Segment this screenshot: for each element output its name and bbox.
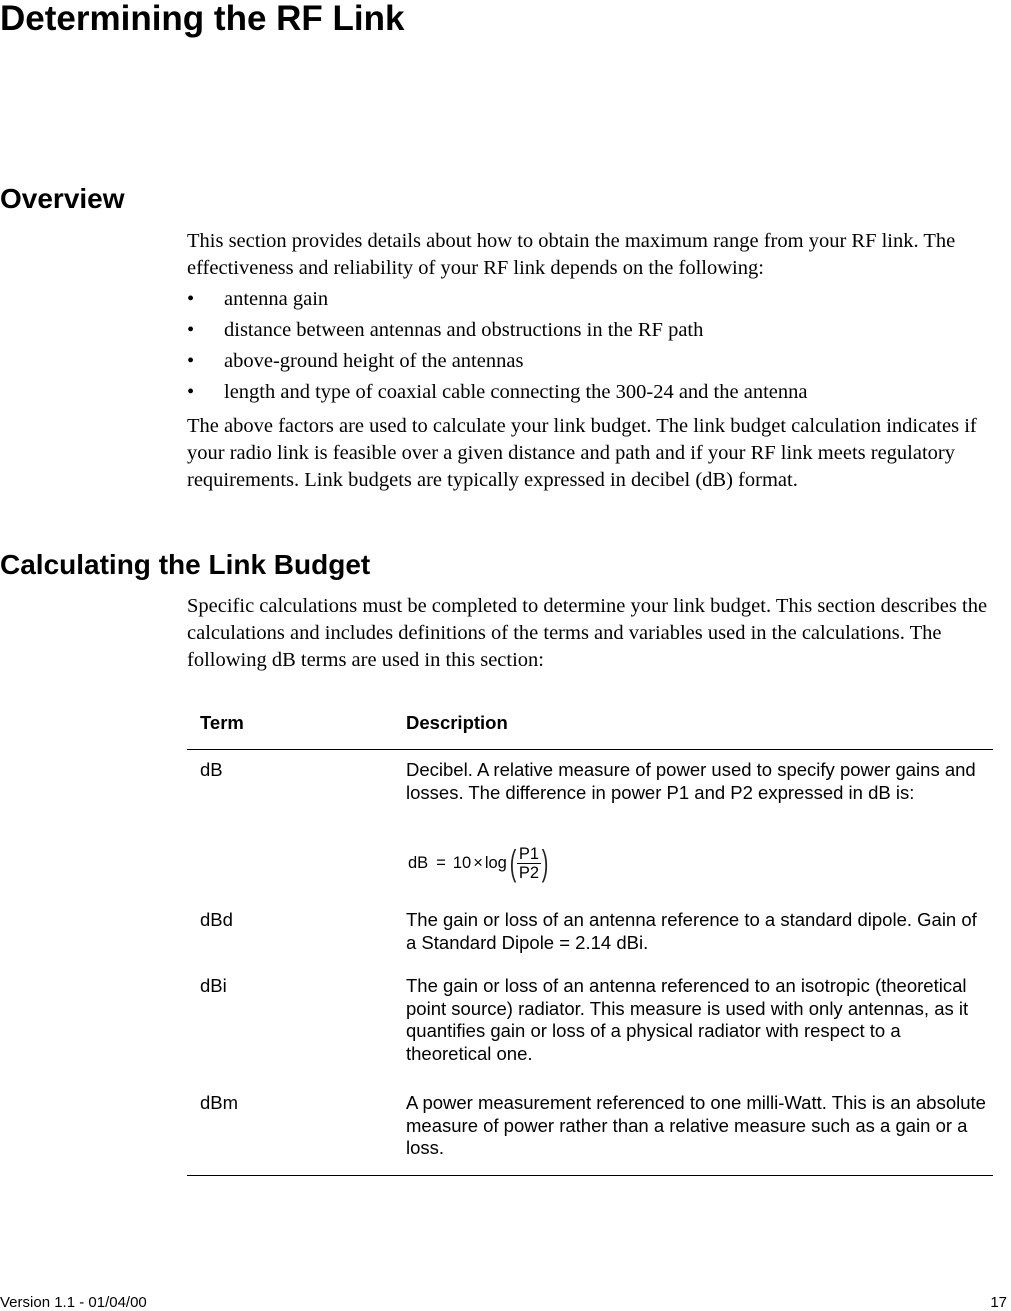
description-column-header: Description (406, 712, 508, 733)
formula-denominator: P2 (518, 863, 540, 882)
terms-table (187, 700, 993, 1176)
footer-version: Version 1.1 - 01/04/00 (0, 1294, 147, 1311)
link-budget-heading: Calculating the Link Budget (0, 549, 371, 580)
bullet-text: above-ground height of the antennas (224, 350, 524, 372)
term-dbd: dBd (200, 909, 233, 930)
formula-lhs: dB (408, 853, 429, 872)
link-budget-intro: Specific calculations must be completed to determine your link budget. This section describes the calculations and includes definitions of the terms and variables used in the calculations. The following dB terms are used in this section: (187, 595, 988, 671)
bullet-icon: • (187, 350, 195, 372)
formula-fraction (517, 845, 541, 882)
table-header-rule (187, 749, 993, 750)
bullet-icon: • (187, 381, 195, 403)
overview-intro: This section provides details about how to obtain the maximum range from your RF link. The effectiveness and reliability of your RF link depends on the following: (187, 230, 956, 279)
description-dbd: The gain or loss of an antenna reference to a standard dipole. Gain of a Standard Dipole = 2.14 dBi. (406, 909, 977, 953)
bullet-icon: • (187, 319, 195, 341)
description-db: Decibel. A relative measure of power used to specify power gains and losses. The difference in power P1 and P2 expressed in dB is: (406, 759, 976, 803)
formula-times: × (473, 853, 483, 872)
overview-closing: The above factors are used to calculate your link budget. The link budget calculation indicates if your radio link is feasible over a given distance and path and if your RF link meets regulatory requirements. Link budgets are typically expressed in decibel (dB) format. (187, 415, 977, 491)
footer-page-number: 17 (990, 1294, 1007, 1311)
term-column-header: Term (200, 712, 244, 733)
bullet-text: distance between antennas and obstructions in the RF path (224, 319, 704, 341)
page-title: Determining the RF Link (0, 0, 405, 38)
formula-equals: = (436, 853, 446, 872)
formula-coefficient: 10 (452, 853, 472, 872)
term-dbm: dBm (200, 1092, 239, 1113)
list-item (187, 377, 1007, 408)
left-paren-icon: ( (509, 842, 517, 883)
term-db: dB (200, 759, 223, 780)
term-dbi: dBi (200, 975, 227, 996)
formula-numerator: P1 (518, 844, 540, 863)
overview-heading: Overview (0, 183, 125, 214)
list-item (187, 315, 1007, 346)
bullet-text: length and type of coaxial cable connecting the 300-24 and the antenna (224, 381, 808, 403)
bullet-icon: • (187, 288, 195, 310)
table-bottom-rule (187, 1175, 993, 1176)
right-paren-icon: ) (541, 842, 549, 883)
db-formula (408, 841, 551, 885)
description-dbi: The gain or loss of an antenna referenced to an isotropic (theoretical point source) radiator. This measure is used with only antennas, as it quantifies gain or loss of a physical radiator with respect to a theoretical one. (406, 975, 969, 1064)
overview-bullet-list (187, 284, 1007, 408)
list-item (187, 284, 1007, 315)
formula-function: log (484, 853, 507, 872)
bullet-text: antenna gain (224, 288, 329, 310)
description-dbm: A power measurement referenced to one milli-Watt. This is an absolute measure of power rather than a relative measure such as a gain or a loss. (406, 1092, 986, 1159)
list-item (187, 346, 1007, 377)
